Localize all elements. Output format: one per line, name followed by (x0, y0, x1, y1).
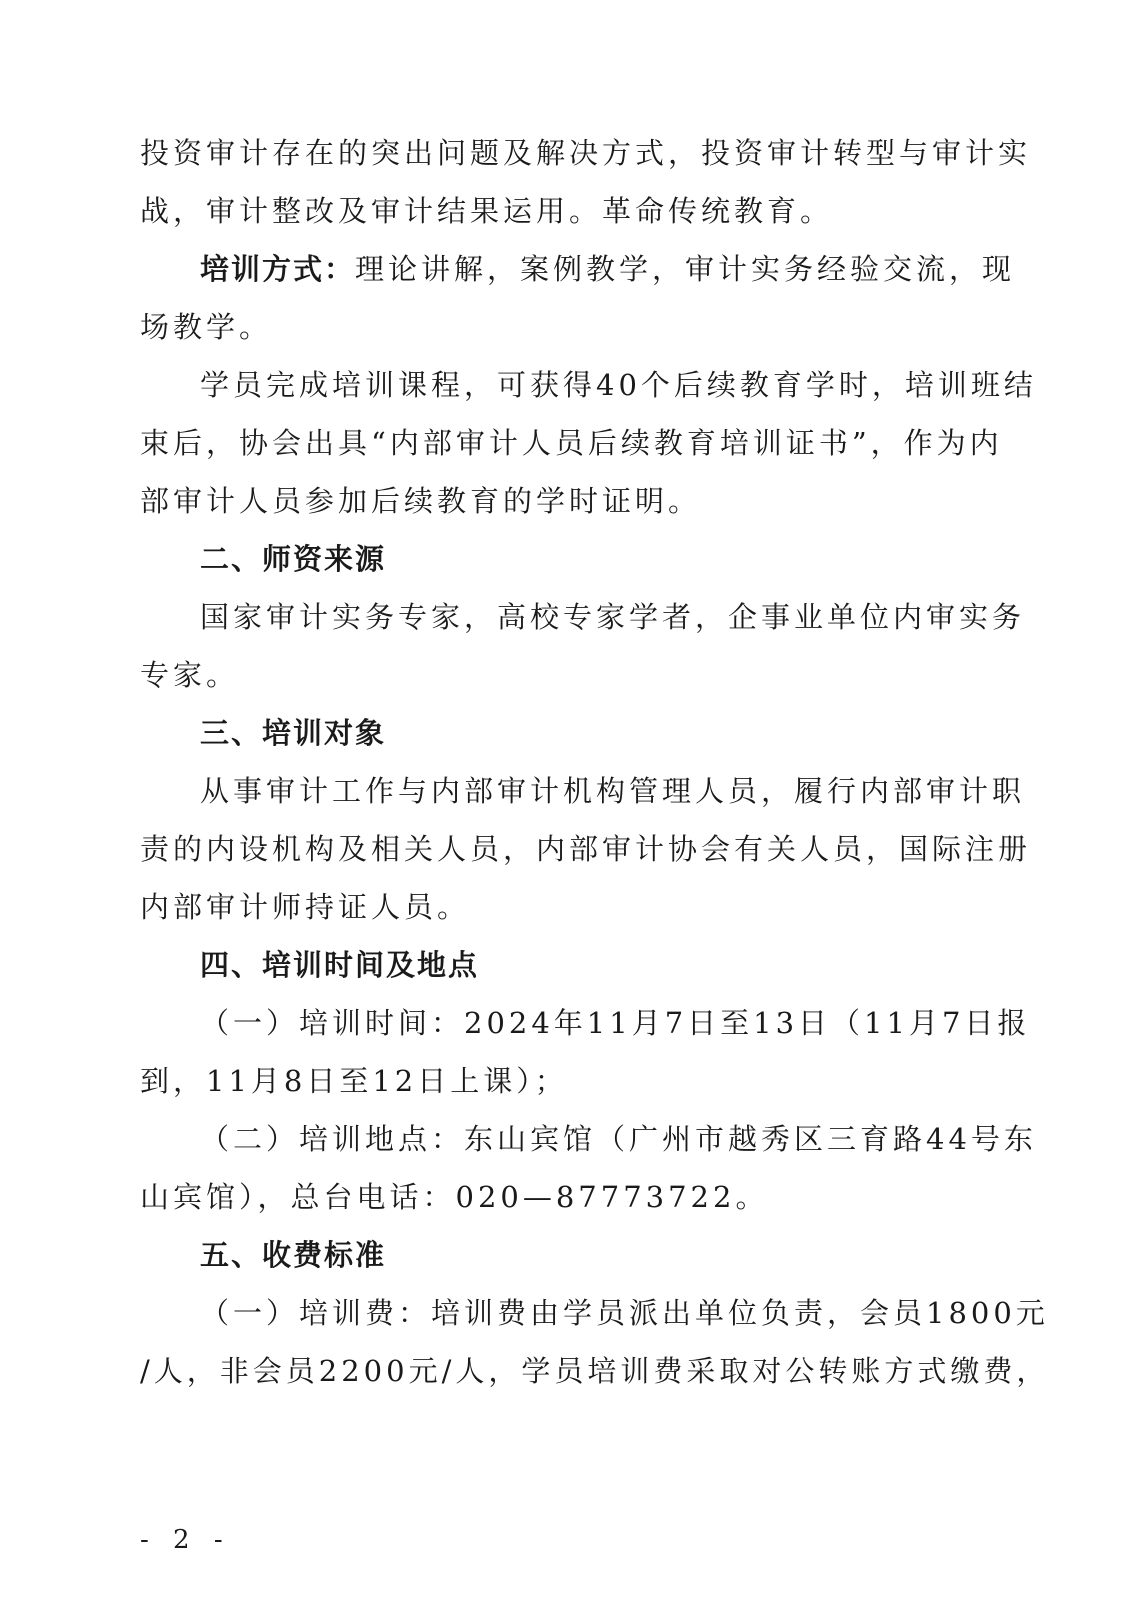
paragraph-line: （一）培训时间：2024年11月7日至13日（11月7日报 (200, 1006, 1031, 1040)
paragraph-line: 专家。 (140, 658, 240, 692)
paragraph-line: 山宾馆），总台电话：020—87773722。 (140, 1180, 769, 1214)
paragraph-line: 国家审计实务专家，高校专家学者，企事业单位内审实务 (200, 600, 1026, 634)
paragraph-line: 场教学。 (140, 310, 273, 344)
section-heading: 三、培训对象 (200, 716, 387, 750)
training-method-line (200, 249, 1016, 289)
page-number: - 2 - (140, 1525, 231, 1555)
paragraph-line: 内部审计师持证人员。 (140, 890, 471, 924)
training-method-label: 培训方式： (200, 252, 356, 286)
paragraph-line: 投资审计存在的突出问题及解决方式，投资审计转型与审计实 (140, 136, 1032, 170)
paragraph-line: 从事审计工作与内部审计机构管理人员，履行内部审计职 (200, 774, 1026, 808)
paragraph-line: （一）培训费：培训费由学员派出单位负责，会员1800元 (200, 1296, 1049, 1330)
paragraph-line: （二）培训地点：东山宾馆（广州市越秀区三育路44号东 (200, 1122, 1037, 1156)
training-method-text: 理论讲解，案例教学，审计实务经验交流，现 (355, 252, 1016, 286)
section-heading: 二、师资来源 (200, 542, 387, 576)
paragraph-line: 学员完成培训课程，可获得40个后续教育学时，培训班结 (200, 368, 1037, 402)
paragraph-line: 战，审计整改及审计结果运用。革命传统教育。 (140, 194, 834, 228)
paragraph-line: 到，11月8日至12日上课）； (140, 1064, 568, 1098)
paragraph-line: 束后，协会出具“内部审计人员后续教育培训证书”，作为内 (140, 426, 1003, 460)
paragraph-line: 部审计人员参加后续教育的学时证明。 (140, 484, 702, 518)
paragraph-line: /人，非会员2200元/人，学员培训费采取对公转账方式缴费， (140, 1354, 1050, 1388)
section-heading: 四、培训时间及地点 (200, 948, 480, 982)
section-heading: 五、收费标准 (200, 1238, 387, 1272)
paragraph-line: 责的内设机构及相关人员，内部审计协会有关人员，国际注册 (140, 832, 1032, 866)
